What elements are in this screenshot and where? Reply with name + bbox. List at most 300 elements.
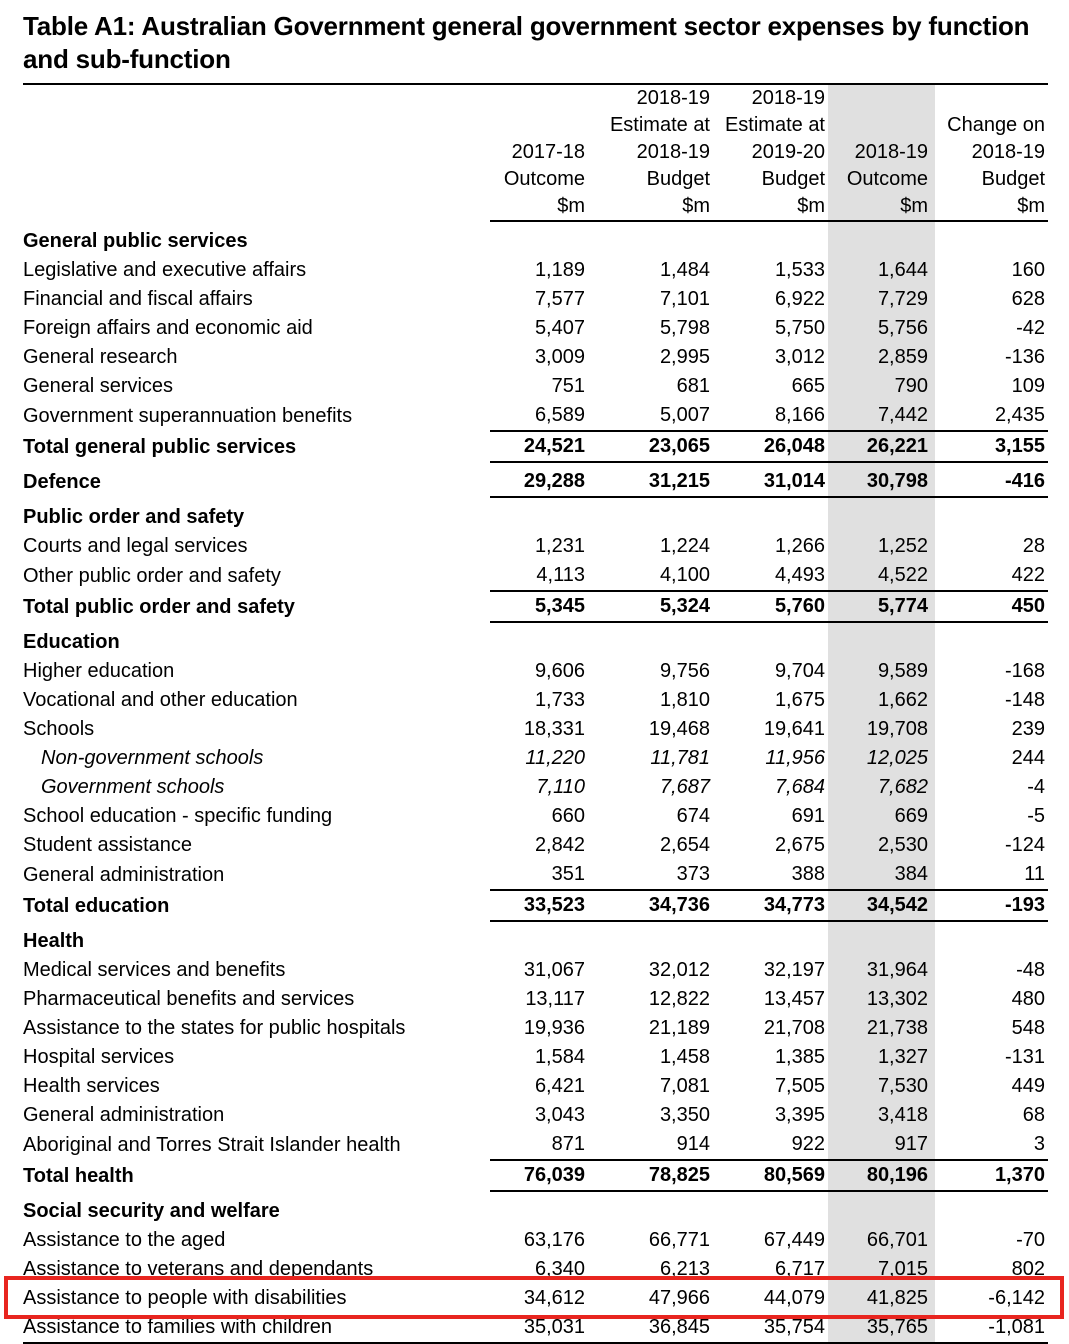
row-label: Assistance to veterans and dependants xyxy=(23,1258,374,1280)
value-cell: 3,043 xyxy=(534,1104,585,1126)
table-wrapper xyxy=(23,83,1048,1344)
value-cell: 1,810 xyxy=(659,689,710,711)
value-cell: 1,370 xyxy=(935,1160,1048,1191)
header-cell-2017-18-outcome xyxy=(490,84,590,221)
value-cell: 3,009 xyxy=(534,346,585,368)
value-cell: 76,039 xyxy=(490,1160,590,1191)
row-label: Legislative and executive affairs xyxy=(23,259,307,281)
value-cell: 2,842 xyxy=(534,834,585,856)
value-cell: 751 xyxy=(551,375,585,397)
header-line: 2018-19 xyxy=(854,141,928,163)
value-cell: 2,995 xyxy=(659,346,710,368)
value-cell: 5,345 xyxy=(490,591,590,622)
row-assistance-to-people-with-disabilities xyxy=(23,1284,1048,1313)
header-line: 2018-19 xyxy=(636,87,710,109)
row-label: Total education xyxy=(23,895,170,917)
header-line: $m xyxy=(557,195,585,217)
row-label: Social security and welfare xyxy=(23,1200,280,1222)
row-label: Foreign affairs and economic aid xyxy=(23,317,313,339)
value-cell: 5,007 xyxy=(659,404,710,426)
header-line: 2018-19 xyxy=(636,141,710,163)
value-cell: 1,266 xyxy=(774,535,825,557)
value-cell: 6,589 xyxy=(534,404,585,426)
value-cell: 351 xyxy=(551,863,585,885)
row-label: Total health xyxy=(23,1165,134,1187)
value-cell: 2,675 xyxy=(774,834,825,856)
value-cell: 11,781 xyxy=(650,747,710,769)
value-cell: 19,468 xyxy=(648,718,710,740)
value-cell: 78,825 xyxy=(590,1160,713,1191)
header-line xyxy=(935,85,1045,112)
value-cell: 8,166 xyxy=(774,404,825,426)
value-cell: 1,327 xyxy=(828,1043,935,1072)
value-cell: 67,449 xyxy=(763,1229,825,1251)
value-cell: 109 xyxy=(1011,375,1045,397)
value-cell: 31,067 xyxy=(523,959,585,981)
value-cell: 384 xyxy=(828,860,935,890)
value-cell: -416 xyxy=(935,462,1048,497)
value-cell: -6,142 xyxy=(988,1287,1045,1309)
value-cell: 80,569 xyxy=(713,1160,828,1191)
header-line: Estimate at xyxy=(724,114,825,136)
document-page xyxy=(0,10,1069,1344)
row-general-administration xyxy=(23,1101,1048,1130)
header-line: Budget xyxy=(646,168,710,190)
value-cell: 1,662 xyxy=(828,686,935,715)
header-line xyxy=(23,167,490,194)
value-cell: -4 xyxy=(1027,776,1045,798)
row-label: Assistance to people with disabilities xyxy=(23,1287,347,1309)
value-cell xyxy=(590,1191,713,1226)
value-cell: 373 xyxy=(676,863,710,885)
value-cell: 31,964 xyxy=(828,956,935,985)
value-cell: 7,015 xyxy=(828,1255,935,1284)
value-cell: -48 xyxy=(1016,959,1045,981)
value-cell: 11,220 xyxy=(525,747,585,769)
row-label: Medical services and benefits xyxy=(23,959,286,981)
value-cell: 1,584 xyxy=(534,1046,585,1068)
header-line xyxy=(490,112,585,139)
row-government-superannuation-benefits xyxy=(23,401,1048,431)
header-line xyxy=(23,140,490,167)
value-cell: 4,522 xyxy=(828,561,935,591)
header-line xyxy=(490,85,585,112)
value-cell: 548 xyxy=(1011,1017,1045,1039)
value-cell: -70 xyxy=(1016,1229,1045,1251)
row-label: General administration xyxy=(23,1104,225,1126)
value-cell: 674 xyxy=(676,805,710,827)
value-cell xyxy=(713,921,828,956)
value-cell: 239 xyxy=(1011,718,1045,740)
value-cell: 34,612 xyxy=(523,1287,585,1309)
value-cell: 7,577 xyxy=(534,288,585,310)
value-cell: 1,458 xyxy=(659,1046,710,1068)
value-cell: 34,736 xyxy=(590,890,713,921)
value-cell xyxy=(713,221,828,256)
value-cell: 691 xyxy=(791,805,825,827)
value-cell: 34,773 xyxy=(713,890,828,921)
header-cell-2018-19-est-1819 xyxy=(590,84,713,221)
value-cell: 19,641 xyxy=(763,718,825,740)
value-cell: 28 xyxy=(1022,535,1045,557)
value-cell: 5,760 xyxy=(713,591,828,622)
value-cell: 66,771 xyxy=(648,1229,710,1251)
value-cell: 2,435 xyxy=(994,404,1045,426)
value-cell xyxy=(590,622,713,657)
value-cell: 23,065 xyxy=(590,431,713,462)
row-label: Assistance to families with children xyxy=(23,1313,490,1343)
value-cell: 665 xyxy=(791,375,825,397)
row-label: Health services xyxy=(23,1075,160,1097)
row-label: Vocational and other education xyxy=(23,689,298,711)
row-label: Health xyxy=(23,930,85,952)
value-cell: 7,729 xyxy=(828,285,935,314)
value-cell: 2,530 xyxy=(828,831,935,860)
row-pharmaceutical-benefits-and-services xyxy=(23,985,1048,1014)
row-vocational-and-other-education xyxy=(23,686,1048,715)
header-line: Budget xyxy=(981,168,1045,190)
row-total-general-public-services xyxy=(23,431,1048,462)
value-cell: 660 xyxy=(551,805,585,827)
value-cell: 480 xyxy=(1011,988,1045,1010)
row-label: General services xyxy=(23,375,174,397)
value-cell: 34,542 xyxy=(828,890,935,921)
row-non-government-schools xyxy=(23,744,1048,773)
value-cell: 681 xyxy=(676,375,710,397)
row-general-services xyxy=(23,372,1048,401)
value-cell: 13,302 xyxy=(828,985,935,1014)
row-label: Education xyxy=(23,631,120,653)
value-cell: 917 xyxy=(828,1130,935,1160)
value-cell: 2,654 xyxy=(659,834,710,856)
row-label: General administration xyxy=(23,864,225,886)
value-cell: 3,395 xyxy=(774,1104,825,1126)
value-cell: 35,754 xyxy=(713,1313,828,1343)
value-cell: 32,012 xyxy=(648,959,710,981)
row-label: Pharmaceutical benefits and services xyxy=(23,988,355,1010)
row-financial-and-fiscal-affairs xyxy=(23,285,1048,314)
value-cell: 31,215 xyxy=(590,462,713,497)
value-cell: -5 xyxy=(1027,805,1045,827)
row-health xyxy=(23,921,1048,956)
header-line xyxy=(23,113,490,140)
row-assistance-to-the-states-for-public-hospitals xyxy=(23,1014,1048,1043)
row-label: Government schools xyxy=(41,776,225,798)
header-line: Budget xyxy=(761,168,825,190)
header-line: $m xyxy=(682,195,710,217)
value-cell: 66,701 xyxy=(828,1226,935,1255)
value-cell xyxy=(935,221,1048,256)
row-label: General research xyxy=(23,346,178,368)
value-cell: 871 xyxy=(551,1133,585,1155)
row-hospital-services xyxy=(23,1043,1048,1072)
value-cell: 24,521 xyxy=(490,431,590,462)
value-cell: 5,756 xyxy=(828,314,935,343)
row-public-order-and-safety xyxy=(23,497,1048,532)
row-education xyxy=(23,622,1048,657)
row-label: Defence xyxy=(23,471,101,493)
value-cell: 7,684 xyxy=(774,776,825,798)
value-cell: 29,288 xyxy=(490,462,590,497)
header-line: 2017-18 xyxy=(511,141,585,163)
value-cell: 33,523 xyxy=(490,890,590,921)
header-line: Outcome xyxy=(846,168,928,190)
value-cell: 80,196 xyxy=(828,1160,935,1191)
value-cell: 44,079 xyxy=(763,1287,825,1309)
value-cell: -131 xyxy=(1004,1046,1045,1068)
value-cell: 6,213 xyxy=(659,1258,710,1280)
row-foreign-affairs-and-economic-aid xyxy=(23,314,1048,343)
value-cell: 19,708 xyxy=(828,715,935,744)
row-label: Student assistance xyxy=(23,834,192,856)
value-cell: -168 xyxy=(1004,660,1045,682)
row-label: School education - specific funding xyxy=(23,805,333,827)
table-title: Table A1: Australian Government general government sector expenses by function and sub-function xyxy=(23,11,1030,74)
header-line: Change on xyxy=(947,114,1045,136)
value-cell: 5,750 xyxy=(774,317,825,339)
value-cell: 4,493 xyxy=(774,564,825,586)
value-cell: 1,385 xyxy=(774,1046,825,1068)
row-other-public-order-and-safety xyxy=(23,561,1048,591)
row-legislative-and-executive-affairs xyxy=(23,256,1048,285)
value-cell: 388 xyxy=(791,863,825,885)
value-cell: 11 xyxy=(1024,863,1045,885)
value-cell: 9,704 xyxy=(774,660,825,682)
value-cell: 7,110 xyxy=(536,776,585,798)
row-label: Other public order and safety xyxy=(23,565,281,587)
value-cell: 6,717 xyxy=(774,1258,825,1280)
row-label: Total public order and safety xyxy=(23,596,295,618)
value-cell: 4,100 xyxy=(659,564,710,586)
row-label: General public services xyxy=(23,230,248,252)
value-cell xyxy=(828,497,935,532)
value-cell: 32,197 xyxy=(763,959,825,981)
value-cell: 7,101 xyxy=(659,288,710,310)
row-label: Total general public services xyxy=(23,436,297,458)
header-line xyxy=(828,112,928,139)
value-cell: 7,530 xyxy=(828,1072,935,1101)
value-cell: 1,231 xyxy=(534,535,585,557)
value-cell: 5,407 xyxy=(534,317,585,339)
row-label: Government superannuation benefits xyxy=(23,405,353,427)
value-cell xyxy=(713,1191,828,1226)
expenses-table xyxy=(23,83,1048,1344)
value-cell: 26,048 xyxy=(713,431,828,462)
row-schools xyxy=(23,715,1048,744)
value-cell xyxy=(490,622,590,657)
value-cell: 7,505 xyxy=(774,1075,825,1097)
value-cell xyxy=(590,497,713,532)
value-cell: 9,756 xyxy=(659,660,710,682)
row-assistance-to-veterans-and-dependants xyxy=(23,1255,1048,1284)
row-label: Financial and fiscal affairs xyxy=(23,288,253,310)
value-cell: 7,687 xyxy=(659,776,710,798)
value-cell: 1,189 xyxy=(534,259,585,281)
value-cell: 9,589 xyxy=(828,657,935,686)
value-cell: 4,113 xyxy=(536,564,585,586)
header-cell-2018-19-outcome xyxy=(828,84,935,221)
value-cell: 21,738 xyxy=(828,1014,935,1043)
value-cell: 422 xyxy=(1011,564,1045,586)
value-cell: 922 xyxy=(791,1133,825,1155)
value-cell: 790 xyxy=(828,372,935,401)
value-cell: 5,324 xyxy=(590,591,713,622)
header-cell-2018-19-est-1920 xyxy=(713,84,828,221)
value-cell: 7,081 xyxy=(659,1075,710,1097)
value-cell: 18,331 xyxy=(523,718,585,740)
value-cell: 19,936 xyxy=(523,1017,585,1039)
value-cell: 30,798 xyxy=(828,462,935,497)
value-cell: 3,418 xyxy=(828,1101,935,1130)
row-label: Public order and safety xyxy=(23,506,245,528)
value-cell: 12,025 xyxy=(828,744,935,773)
value-cell xyxy=(935,1191,1048,1226)
value-cell xyxy=(935,622,1048,657)
value-cell: 3,155 xyxy=(935,431,1048,462)
value-cell: 1,733 xyxy=(534,689,585,711)
header-label-cell xyxy=(23,84,490,221)
row-health-services xyxy=(23,1072,1048,1101)
row-label: Courts and legal services xyxy=(23,535,248,557)
value-cell: -124 xyxy=(1004,834,1045,856)
header-line xyxy=(23,86,490,113)
row-label: Aboriginal and Torres Strait Islander health xyxy=(23,1134,401,1156)
value-cell: -193 xyxy=(935,890,1048,921)
value-cell: 5,798 xyxy=(659,317,710,339)
value-cell: 63,176 xyxy=(523,1229,585,1251)
value-cell: 7,442 xyxy=(828,401,935,431)
value-cell: 628 xyxy=(1011,288,1045,310)
header-line: Estimate at xyxy=(609,114,710,136)
row-general-public-services xyxy=(23,221,1048,256)
value-cell xyxy=(490,221,590,256)
value-cell: -42 xyxy=(1016,317,1045,339)
row-label: Assistance to the states for public hospitals xyxy=(23,1017,406,1039)
header-cell-change-on-budget xyxy=(935,84,1048,221)
header-line: $m xyxy=(797,195,825,217)
value-cell: 68 xyxy=(1022,1104,1045,1126)
value-cell: 41,825 xyxy=(828,1284,935,1313)
value-cell: 160 xyxy=(1011,259,1045,281)
value-cell: 35,765 xyxy=(828,1313,935,1343)
row-general-research xyxy=(23,343,1048,372)
value-cell: 1,484 xyxy=(659,259,710,281)
value-cell: -1,081 xyxy=(935,1313,1048,1343)
header-line xyxy=(828,85,928,112)
header-line: Outcome xyxy=(503,168,585,190)
header-line: 2018-19 xyxy=(751,87,825,109)
value-cell xyxy=(713,622,828,657)
row-label: Assistance to the aged xyxy=(23,1229,226,1251)
row-school-education-specific-funding xyxy=(23,802,1048,831)
header-row xyxy=(23,84,1048,221)
value-cell xyxy=(935,497,1048,532)
value-cell: 6,421 xyxy=(534,1075,585,1097)
value-cell: 6,922 xyxy=(774,288,825,310)
value-cell: 36,845 xyxy=(590,1313,713,1343)
value-cell: 35,031 xyxy=(490,1313,590,1343)
value-cell xyxy=(490,497,590,532)
row-defence xyxy=(23,462,1048,497)
row-social-security-and-welfare xyxy=(23,1191,1048,1226)
value-cell: 1,533 xyxy=(774,259,825,281)
value-cell: 3,350 xyxy=(659,1104,710,1126)
row-label: Non-government schools xyxy=(41,747,264,769)
value-cell: 31,014 xyxy=(713,462,828,497)
header-line xyxy=(23,194,490,221)
value-cell xyxy=(935,921,1048,956)
value-cell: 21,708 xyxy=(763,1017,825,1039)
value-cell xyxy=(490,1191,590,1226)
value-cell: -136 xyxy=(1004,346,1045,368)
row-aboriginal-and-torres-strait-islander-health xyxy=(23,1130,1048,1160)
value-cell: 669 xyxy=(828,802,935,831)
row-label: Higher education xyxy=(23,660,175,682)
value-cell: 1,675 xyxy=(774,689,825,711)
row-general-administration xyxy=(23,860,1048,890)
value-cell: 6,340 xyxy=(534,1258,585,1280)
value-cell xyxy=(828,622,935,657)
row-higher-education xyxy=(23,657,1048,686)
value-cell: 1,224 xyxy=(659,535,710,557)
value-cell: 3,012 xyxy=(774,346,825,368)
value-cell: 9,606 xyxy=(534,660,585,682)
value-cell: -148 xyxy=(1004,689,1045,711)
row-assistance-to-the-aged xyxy=(23,1226,1048,1255)
row-courts-and-legal-services xyxy=(23,532,1048,561)
value-cell: 802 xyxy=(1011,1258,1045,1280)
value-cell: 244 xyxy=(1011,747,1045,769)
header-line: $m xyxy=(1017,195,1045,217)
value-cell: 21,189 xyxy=(648,1017,710,1039)
row-assistance-to-families-with-children xyxy=(23,1313,1048,1343)
value-cell: 13,117 xyxy=(525,988,585,1010)
value-cell xyxy=(713,497,828,532)
value-cell xyxy=(590,921,713,956)
value-cell: 914 xyxy=(676,1133,710,1155)
row-medical-services-and-benefits xyxy=(23,956,1048,985)
row-total-education xyxy=(23,890,1048,921)
value-cell: 5,774 xyxy=(828,591,935,622)
value-cell: 7,682 xyxy=(828,773,935,802)
value-cell xyxy=(828,1191,935,1226)
value-cell: 13,457 xyxy=(763,988,825,1010)
value-cell xyxy=(590,221,713,256)
value-cell: 1,252 xyxy=(828,532,935,561)
table-body xyxy=(23,221,1048,1343)
header-line: $m xyxy=(900,195,928,217)
value-cell: 449 xyxy=(1011,1075,1045,1097)
row-label: Hospital services xyxy=(23,1046,175,1068)
header-line: 2018-19 xyxy=(971,141,1045,163)
value-cell: 3 xyxy=(1033,1133,1045,1155)
row-total-health xyxy=(23,1160,1048,1191)
value-cell: 450 xyxy=(935,591,1048,622)
row-total-public-order-and-safety xyxy=(23,591,1048,622)
value-cell: 47,966 xyxy=(648,1287,710,1309)
value-cell: 2,859 xyxy=(828,343,935,372)
row-government-schools xyxy=(23,773,1048,802)
value-cell: 1,644 xyxy=(828,256,935,285)
value-cell: 11,956 xyxy=(765,747,825,769)
value-cell: 12,822 xyxy=(648,988,710,1010)
value-cell xyxy=(828,221,935,256)
value-cell xyxy=(490,921,590,956)
header-line: 2019-20 xyxy=(751,141,825,163)
value-cell xyxy=(828,921,935,956)
value-cell: 26,221 xyxy=(828,431,935,462)
row-student-assistance xyxy=(23,831,1048,860)
